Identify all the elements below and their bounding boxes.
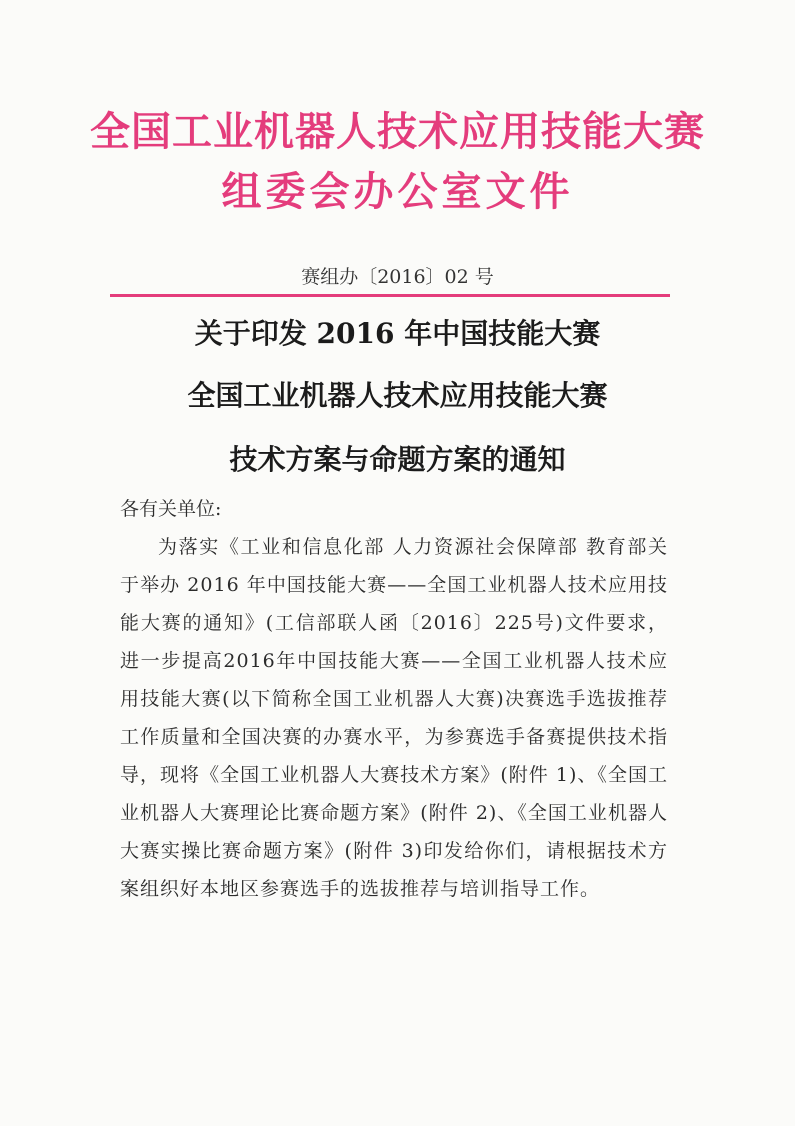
issuer-header-line1: 全国工业机器人技术应用技能大赛 [90,109,705,155]
body-paragraph: 为落实《工业和信息化部 人力资源社会保障部 教育部关于举办 2016 年中国技能大赛——全国工业机器人技术应用技能大赛的通知》(工信部联人函〔2016〕225号)文件要求，进一步提高2016年中国技能大赛——全国工业机器人技术应用技能大赛(以下简称全国工业机器人大赛)决赛选手选拔推荐工作质量和全国决赛的办赛水平，为参赛选手备赛提供技术指导，现将《全国工业机器人大赛技术方案》(附件 1)、《全国工业机器人大赛理论比赛命题方案》(附件 2)、《全国工业机器人大赛实操比赛命题方案》(附件 3)印发给你们，请根据技术方案组织好本地区参赛选手的选拔推荐与培训指导工作。 [120,536,668,900]
salutation: 各有关单位: [120,498,222,520]
document-number: 赛组办〔2016〕02 号 [301,266,494,288]
red-divider-line [110,294,670,297]
issuer-header-line2: 组委会办公室文件 [221,169,574,215]
notice-title-line1: 关于印发 2016 年中国技能大赛 [194,317,601,350]
notice-title-line2: 全国工业机器人技术应用技能大赛 [187,379,608,412]
notice-title-line3: 技术方案与命题方案的通知 [229,443,566,476]
